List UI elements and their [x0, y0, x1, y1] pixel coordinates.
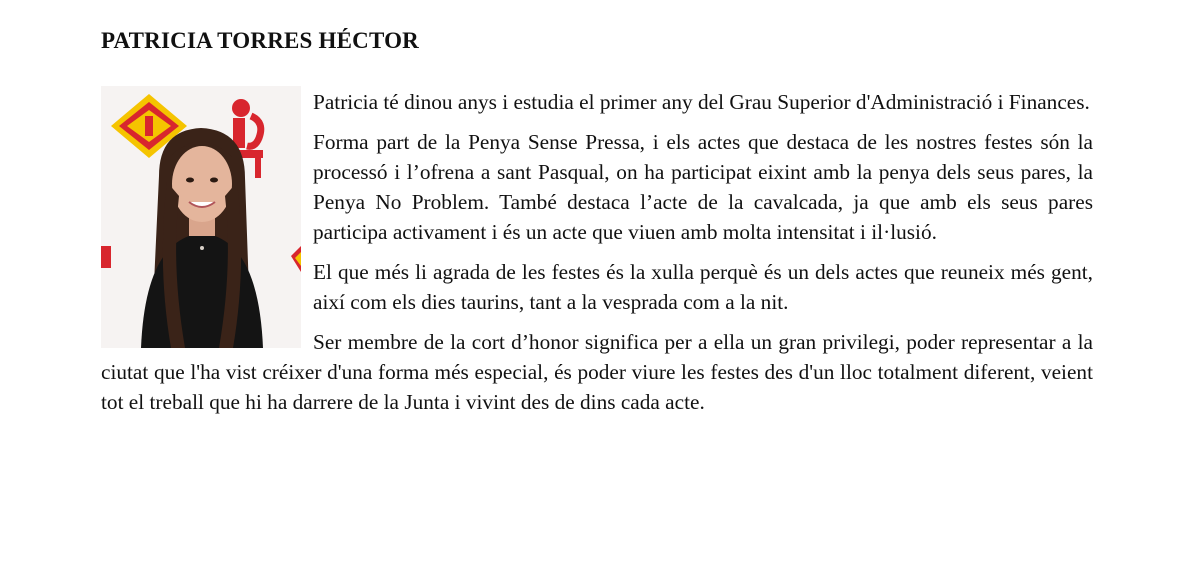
article-body	[101, 86, 1093, 427]
page-title: PATRICIA TORRES HÉCTOR	[101, 28, 419, 53]
portrait-photo	[101, 86, 301, 348]
paragraph-penya: Forma part de la Penya Sense Pressa, i els actes que destaca de les nostres festes són la processó i l’ofrena a sant Pasqual, on ha participat eixint amb la penya dels seus pares, la Penya No Problem. També destaca l’acte de la cavalcada, ja que amb els seus pares participa activament i és un acte que viuen amb molta intensitat i il·lusió.	[313, 130, 1093, 244]
paragraph-festes: El que més li agrada de les festes és la xulla perquè és un dels actes que reuneix més gent, així com els dies taurins, tant a la vesprada com a la nit.	[313, 260, 1093, 314]
portrait-illustration	[101, 86, 301, 348]
paragraph-intro: Patricia té dinou anys i estudia el primer any del Grau Superior d'Administració i Finances.	[313, 90, 1090, 114]
paragraph-cort: Ser membre de la cort d’honor significa per a ella un gran privilegi, poder representar a la ciutat que l'ha vist créixer d'una forma més especial, és poder viure les festes des d'un lloc totalment diferent, veient tot el treball que hi ha darrere de la Junta i vivint des de dins cada acte.	[101, 330, 1093, 414]
